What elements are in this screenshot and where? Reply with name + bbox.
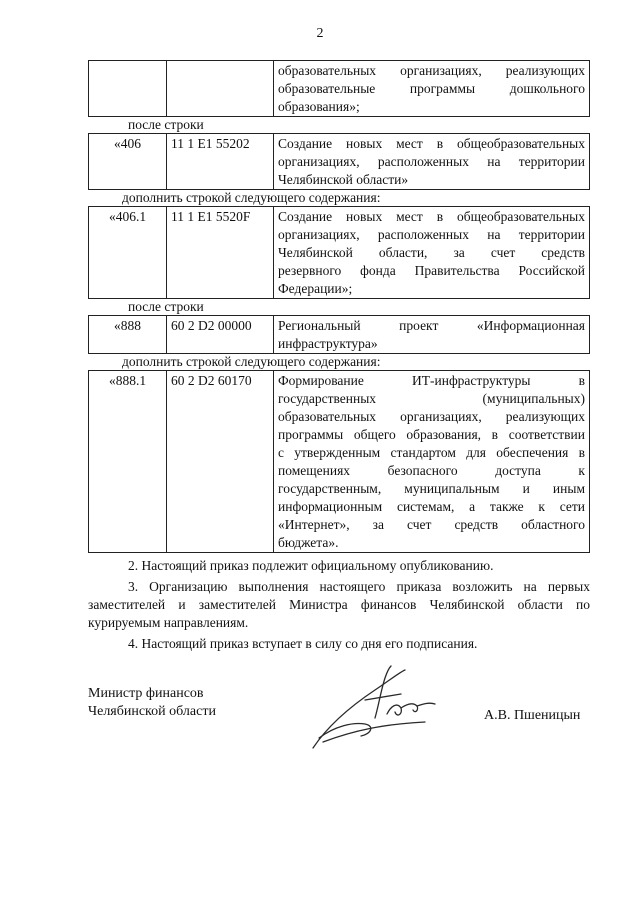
description-line: помещениях безопасного доступа к [278, 463, 585, 478]
description-line: инфраструктура» [278, 336, 378, 351]
row-code [89, 61, 167, 117]
row-kbk: 11 1 E1 5520F [167, 207, 274, 299]
table-row [89, 134, 590, 190]
row-code: «888.1 [89, 371, 167, 553]
add-row-text: дополнить строкой следующего содержания: [122, 354, 381, 369]
description-line: бюджета». [278, 535, 339, 550]
table-fragment-2 [88, 133, 590, 190]
table-fragment-1 [88, 60, 590, 117]
description-line: образования»; [278, 99, 360, 114]
description-line: Федерации»; [278, 281, 353, 296]
description-line: государственным, муниципальным и иным [278, 481, 585, 496]
row-kbk: 60 2 D2 60170 [167, 371, 274, 553]
description-line: организациях, расположенных на территории [278, 154, 585, 169]
after-row-text: после строки [128, 117, 204, 132]
description-line: государственных (муниципальных) [278, 391, 585, 406]
description-line: Формирование ИТ-инфраструктуры в [278, 373, 585, 388]
table-fragment-5 [88, 370, 590, 553]
row-description [274, 61, 590, 117]
row-description [274, 207, 590, 299]
paragraph-4: 4. Настоящий приказ вступает в силу со дня его подписания. [128, 636, 478, 651]
paragraph-2: 2. Настоящий приказ подлежит официальному опубликованию. [128, 558, 494, 573]
handwritten-signature [305, 660, 455, 755]
row-description [274, 134, 590, 190]
row-kbk [167, 61, 274, 117]
table-row [89, 316, 590, 354]
row-description [274, 371, 590, 553]
add-row-text: дополнить строкой следующего содержания: [122, 190, 381, 205]
table-fragment-3 [88, 206, 590, 299]
table-row [89, 207, 590, 299]
after-row-text: после строки [128, 299, 204, 314]
description-line: организациях, расположенных на территории [278, 227, 585, 242]
signatory-name: А.В. Пшеницын [484, 708, 581, 723]
description-line: образовательных организациях, реализующих [278, 409, 585, 424]
description-line: Создание новых мест в общеобразовательных [278, 136, 585, 151]
description-line: резервного фонда Правительства Российской [278, 263, 585, 278]
position-line: Министр финансов [88, 686, 204, 701]
description-line: информационным системам, а также к сети [278, 499, 585, 514]
page-number: 2 [316, 26, 324, 41]
table-fragment-4 [88, 315, 590, 354]
row-kbk: 60 2 D2 00000 [167, 316, 274, 354]
paragraph-3: 3. Организацию выполнения настоящего приказа возложить на первых заместителей и заместителей Министра финансов Челябинской области по курируемым направлениям. [88, 579, 590, 630]
description-line: образовательные программы дошкольного [278, 81, 585, 96]
signatory-position [88, 685, 216, 721]
table-row [89, 371, 590, 553]
position-line: Челябинской области [88, 704, 216, 719]
description-line: программы общего образования, в соответствии [278, 427, 585, 442]
row-description [274, 316, 590, 354]
description-line: с утвержденным стандартом для обеспечения в [278, 445, 585, 460]
table-row [89, 61, 590, 117]
row-kbk: 11 1 E1 55202 [167, 134, 274, 190]
row-code: «406 [89, 134, 167, 190]
description-line: Челябинской области» [278, 172, 409, 187]
description-line: Создание новых мест в общеобразовательных [278, 209, 585, 224]
description-line: «Интернет», за счет средств областного [278, 517, 585, 532]
description-line: Региональный проект «Информационная [278, 318, 585, 333]
description-line: Челябинской области, за счет средств [278, 245, 585, 260]
description-line: образовательных организациях, реализующих [278, 63, 585, 78]
row-code: «888 [89, 316, 167, 354]
document-body [88, 60, 590, 653]
row-code: «406.1 [89, 207, 167, 299]
